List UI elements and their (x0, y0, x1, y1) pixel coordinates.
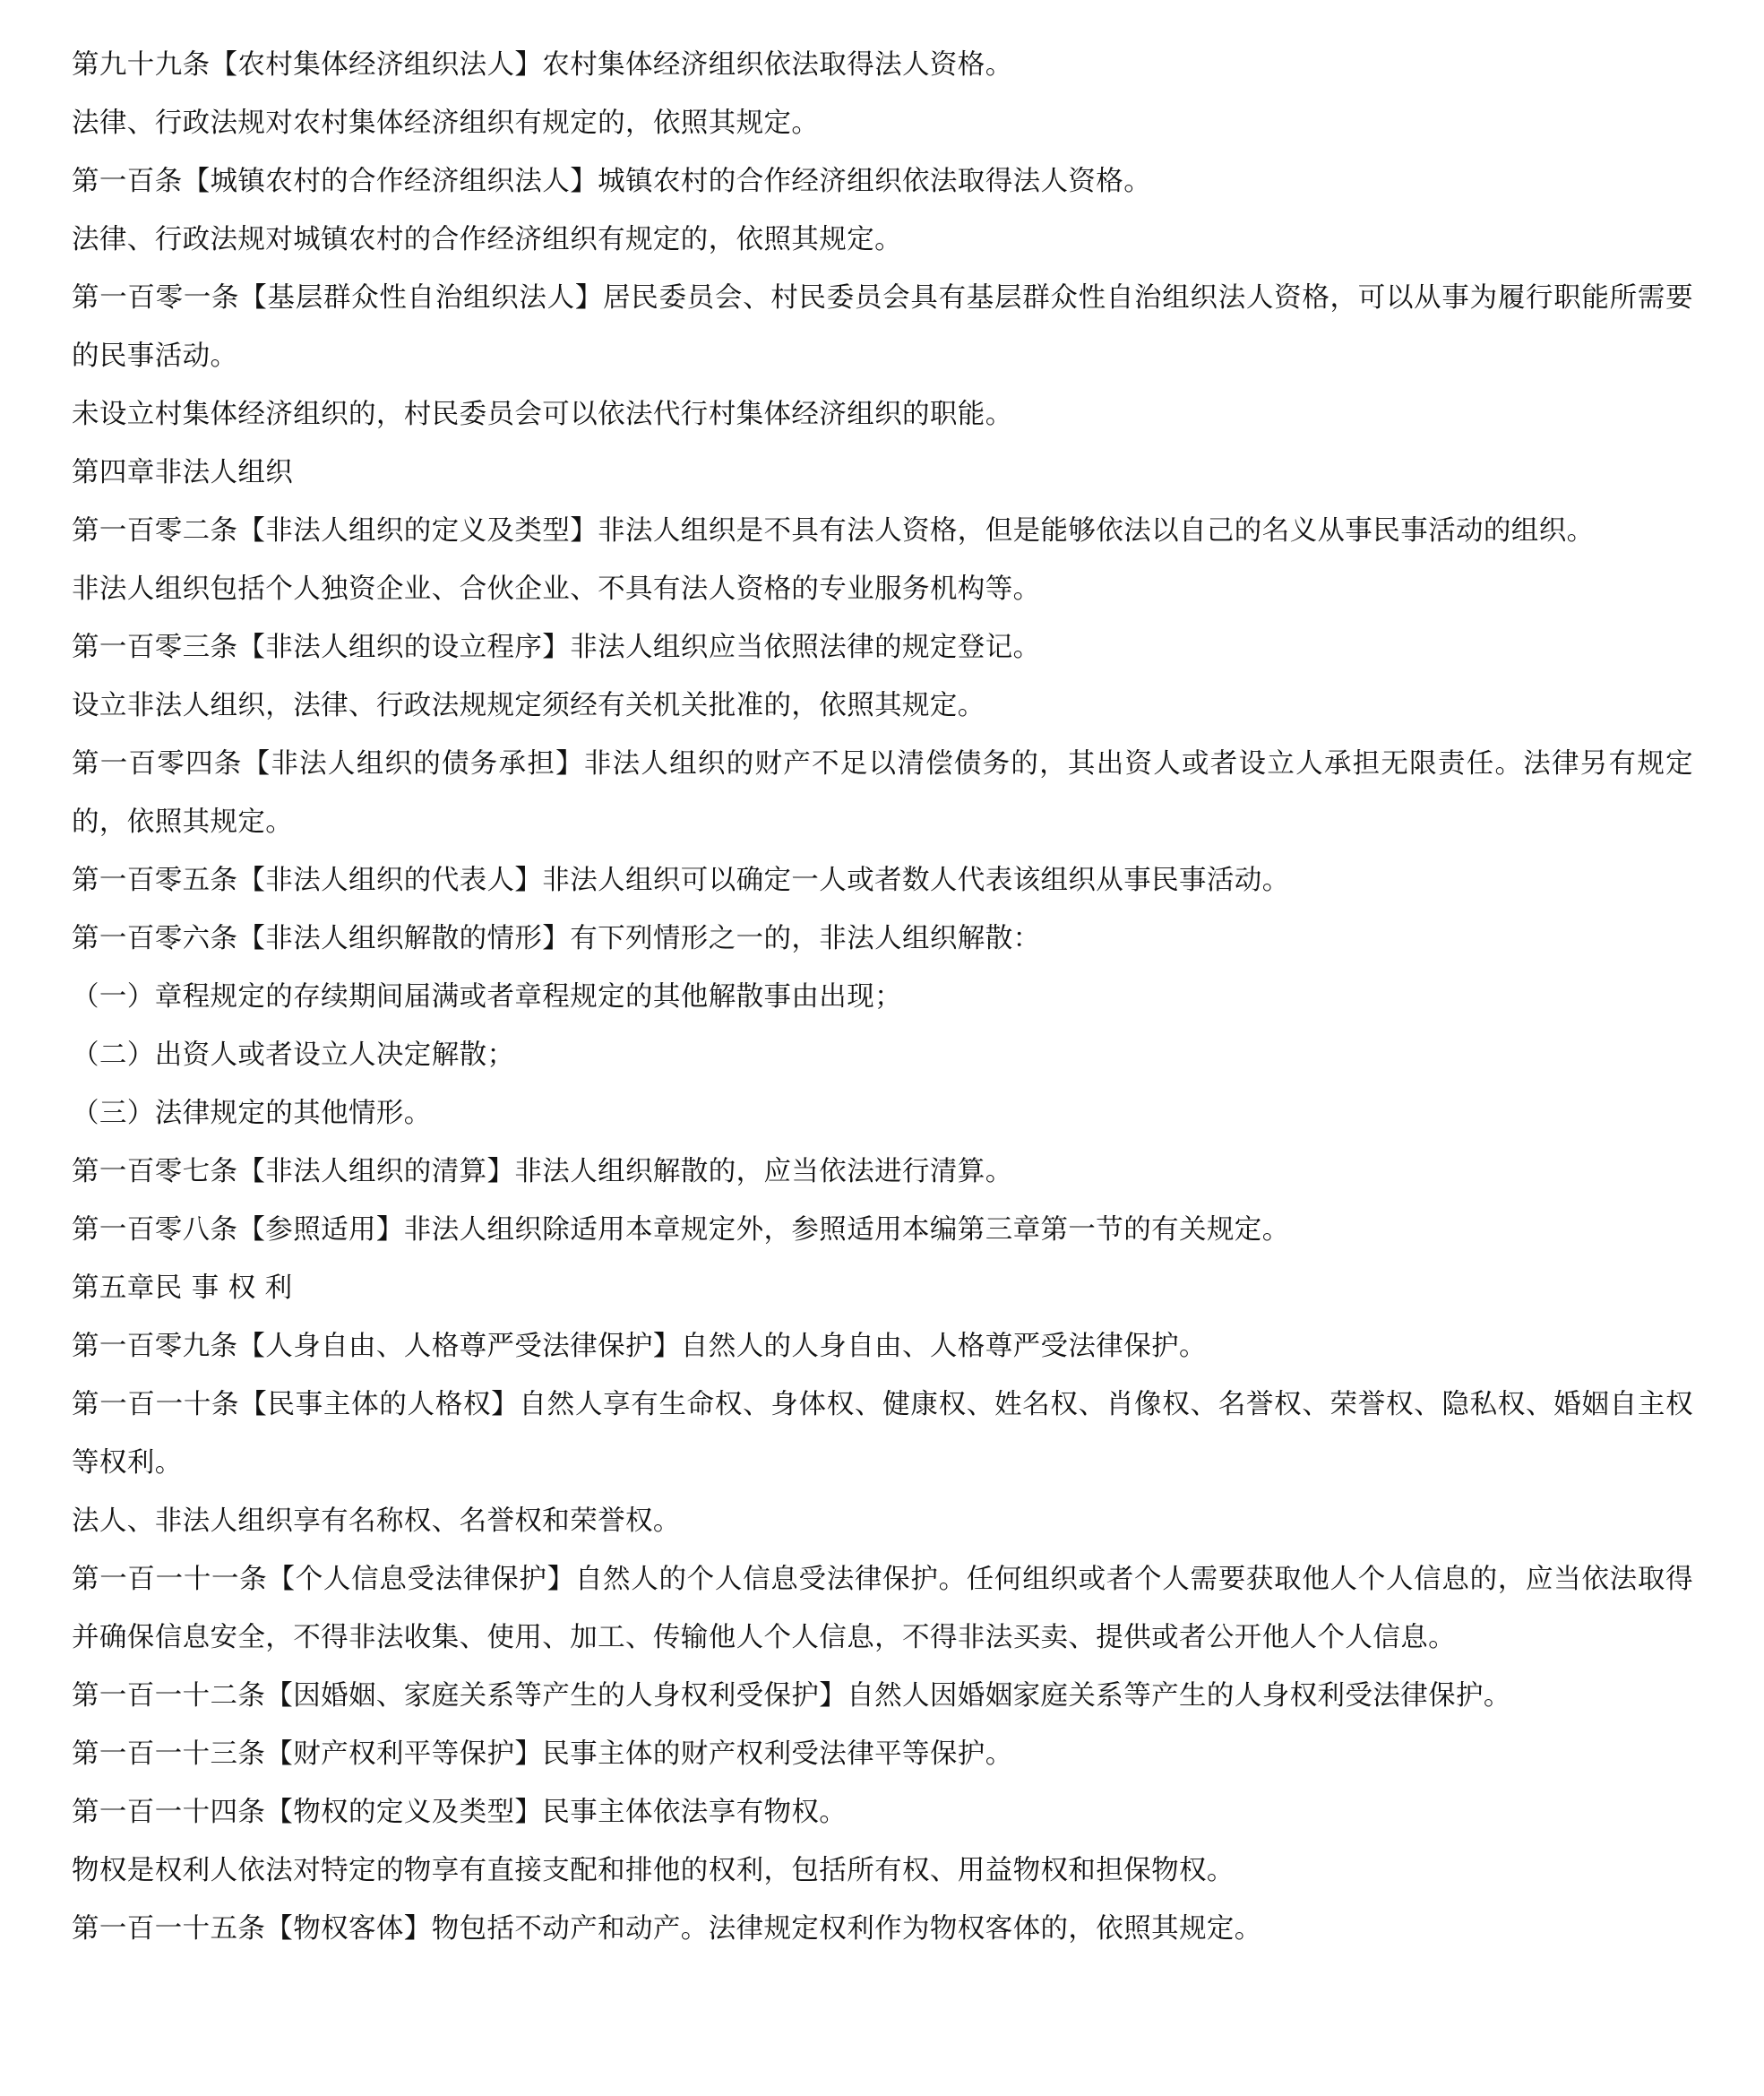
article-102-paragraph-2: 非法人组织包括个人独资企业、合伙企业、不具有法人资格的专业服务机构等。 (72, 574, 1041, 605)
article-101: 第一百零一条【基层群众性自治组织法人】居民委员会、村民委员会具有基层群众性自治组织法人资格，可以从事为履行职能所需要的民事活动。 (72, 282, 1693, 372)
article-112: 第一百一十二条【因婚姻、家庭关系等产生的人身权利受保护】自然人因婚姻家庭关系等产生的人身权利受法律保护。 (72, 1680, 1511, 1712)
article-107: 第一百零七条【非法人组织的清算】非法人组织解散的，应当依法进行清算。 (72, 1156, 1013, 1187)
article-103-paragraph-2: 设立非法人组织，法律、行政法规规定须经有关机关批准的，依照其规定。 (72, 690, 985, 721)
article-104: 第一百零四条【非法人组织的债务承担】非法人组织的财产不足以清偿债务的，其出资人或者设立人承担无限责任。法律另有规定的，依照其规定。 (72, 748, 1693, 838)
article-100-paragraph-2: 法律、行政法规对城镇农村的合作经济组织有规定的，依照其规定。 (72, 224, 902, 255)
chapter-4-heading: 第四章非法人组织 (72, 457, 294, 488)
article-110: 第一百一十条【民事主体的人格权】自然人享有生命权、身体权、健康权、姓名权、肖像权、名誉权、荣誉权、隐私权、婚姻自主权等权利。 (72, 1389, 1693, 1479)
article-99-paragraph-2: 法律、行政法规对农村集体经济组织有规定的，依照其规定。 (72, 108, 820, 139)
article-99: 第九十九条【农村集体经济组织法人】农村集体经济组织依法取得法人资格。 (72, 49, 1013, 81)
article-106: 第一百零六条【非法人组织解散的情形】有下列情形之一的，非法人组织解散： (72, 923, 1041, 954)
article-113: 第一百一十三条【财产权利平等保护】民事主体的财产权利受法律平等保护。 (72, 1738, 1013, 1770)
document-page (72, 36, 1693, 1958)
article-100: 第一百条【城镇农村的合作经济组织法人】城镇农村的合作经济组织依法取得法人资格。 (72, 166, 1152, 197)
article-106-item-3: （三）法律规定的其他情形。 (72, 1098, 432, 1129)
article-101-paragraph-2: 未设立村集体经济组织的，村民委员会可以依法代行村集体经济组织的职能。 (72, 399, 1013, 430)
article-108: 第一百零八条【参照适用】非法人组织除适用本章规定外，参照适用本编第三章第一节的有关规定。 (72, 1214, 1290, 1246)
article-109: 第一百零九条【人身自由、人格尊严受法律保护】自然人的人身自由、人格尊严受法律保护。 (72, 1331, 1207, 1362)
article-106-item-1: （一）章程规定的存续期间届满或者章程规定的其他解散事由出现； (72, 981, 902, 1013)
article-106-item-2: （二）出资人或者设立人决定解散； (72, 1039, 515, 1071)
article-114: 第一百一十四条【物权的定义及类型】民事主体依法享有物权。 (72, 1797, 848, 1828)
article-105: 第一百零五条【非法人组织的代表人】非法人组织可以确定一人或者数人代表该组织从事民事活动。 (72, 865, 1290, 896)
article-102: 第一百零二条【非法人组织的定义及类型】非法人组织是不具有法人资格，但是能够依法以自己的名义从事民事活动的组织。 (72, 515, 1595, 547)
chapter-5-heading: 第五章民 事 权 利 (72, 1272, 293, 1304)
article-111: 第一百一十一条【个人信息受法律保护】自然人的个人信息受法律保护。任何组织或者个人需要获取他人个人信息的，应当依法取得并确保信息安全，不得非法收集、使用、加工、传输他人个人信息，不得非法买卖、提供或者公开他人个人信息。 (72, 1564, 1693, 1653)
article-103: 第一百零三条【非法人组织的设立程序】非法人组织应当依照法律的规定登记。 (72, 632, 1041, 663)
article-110-paragraph-2: 法人、非法人组织享有名称权、名誉权和荣誉权。 (72, 1505, 681, 1537)
article-115: 第一百一十五条【物权客体】物包括不动产和动产。法律规定权利作为物权客体的，依照其规定。 (72, 1913, 1262, 1945)
article-114-paragraph-2: 物权是权利人依法对特定的物享有直接支配和排他的权利，包括所有权、用益物权和担保物权。 (72, 1855, 1235, 1886)
